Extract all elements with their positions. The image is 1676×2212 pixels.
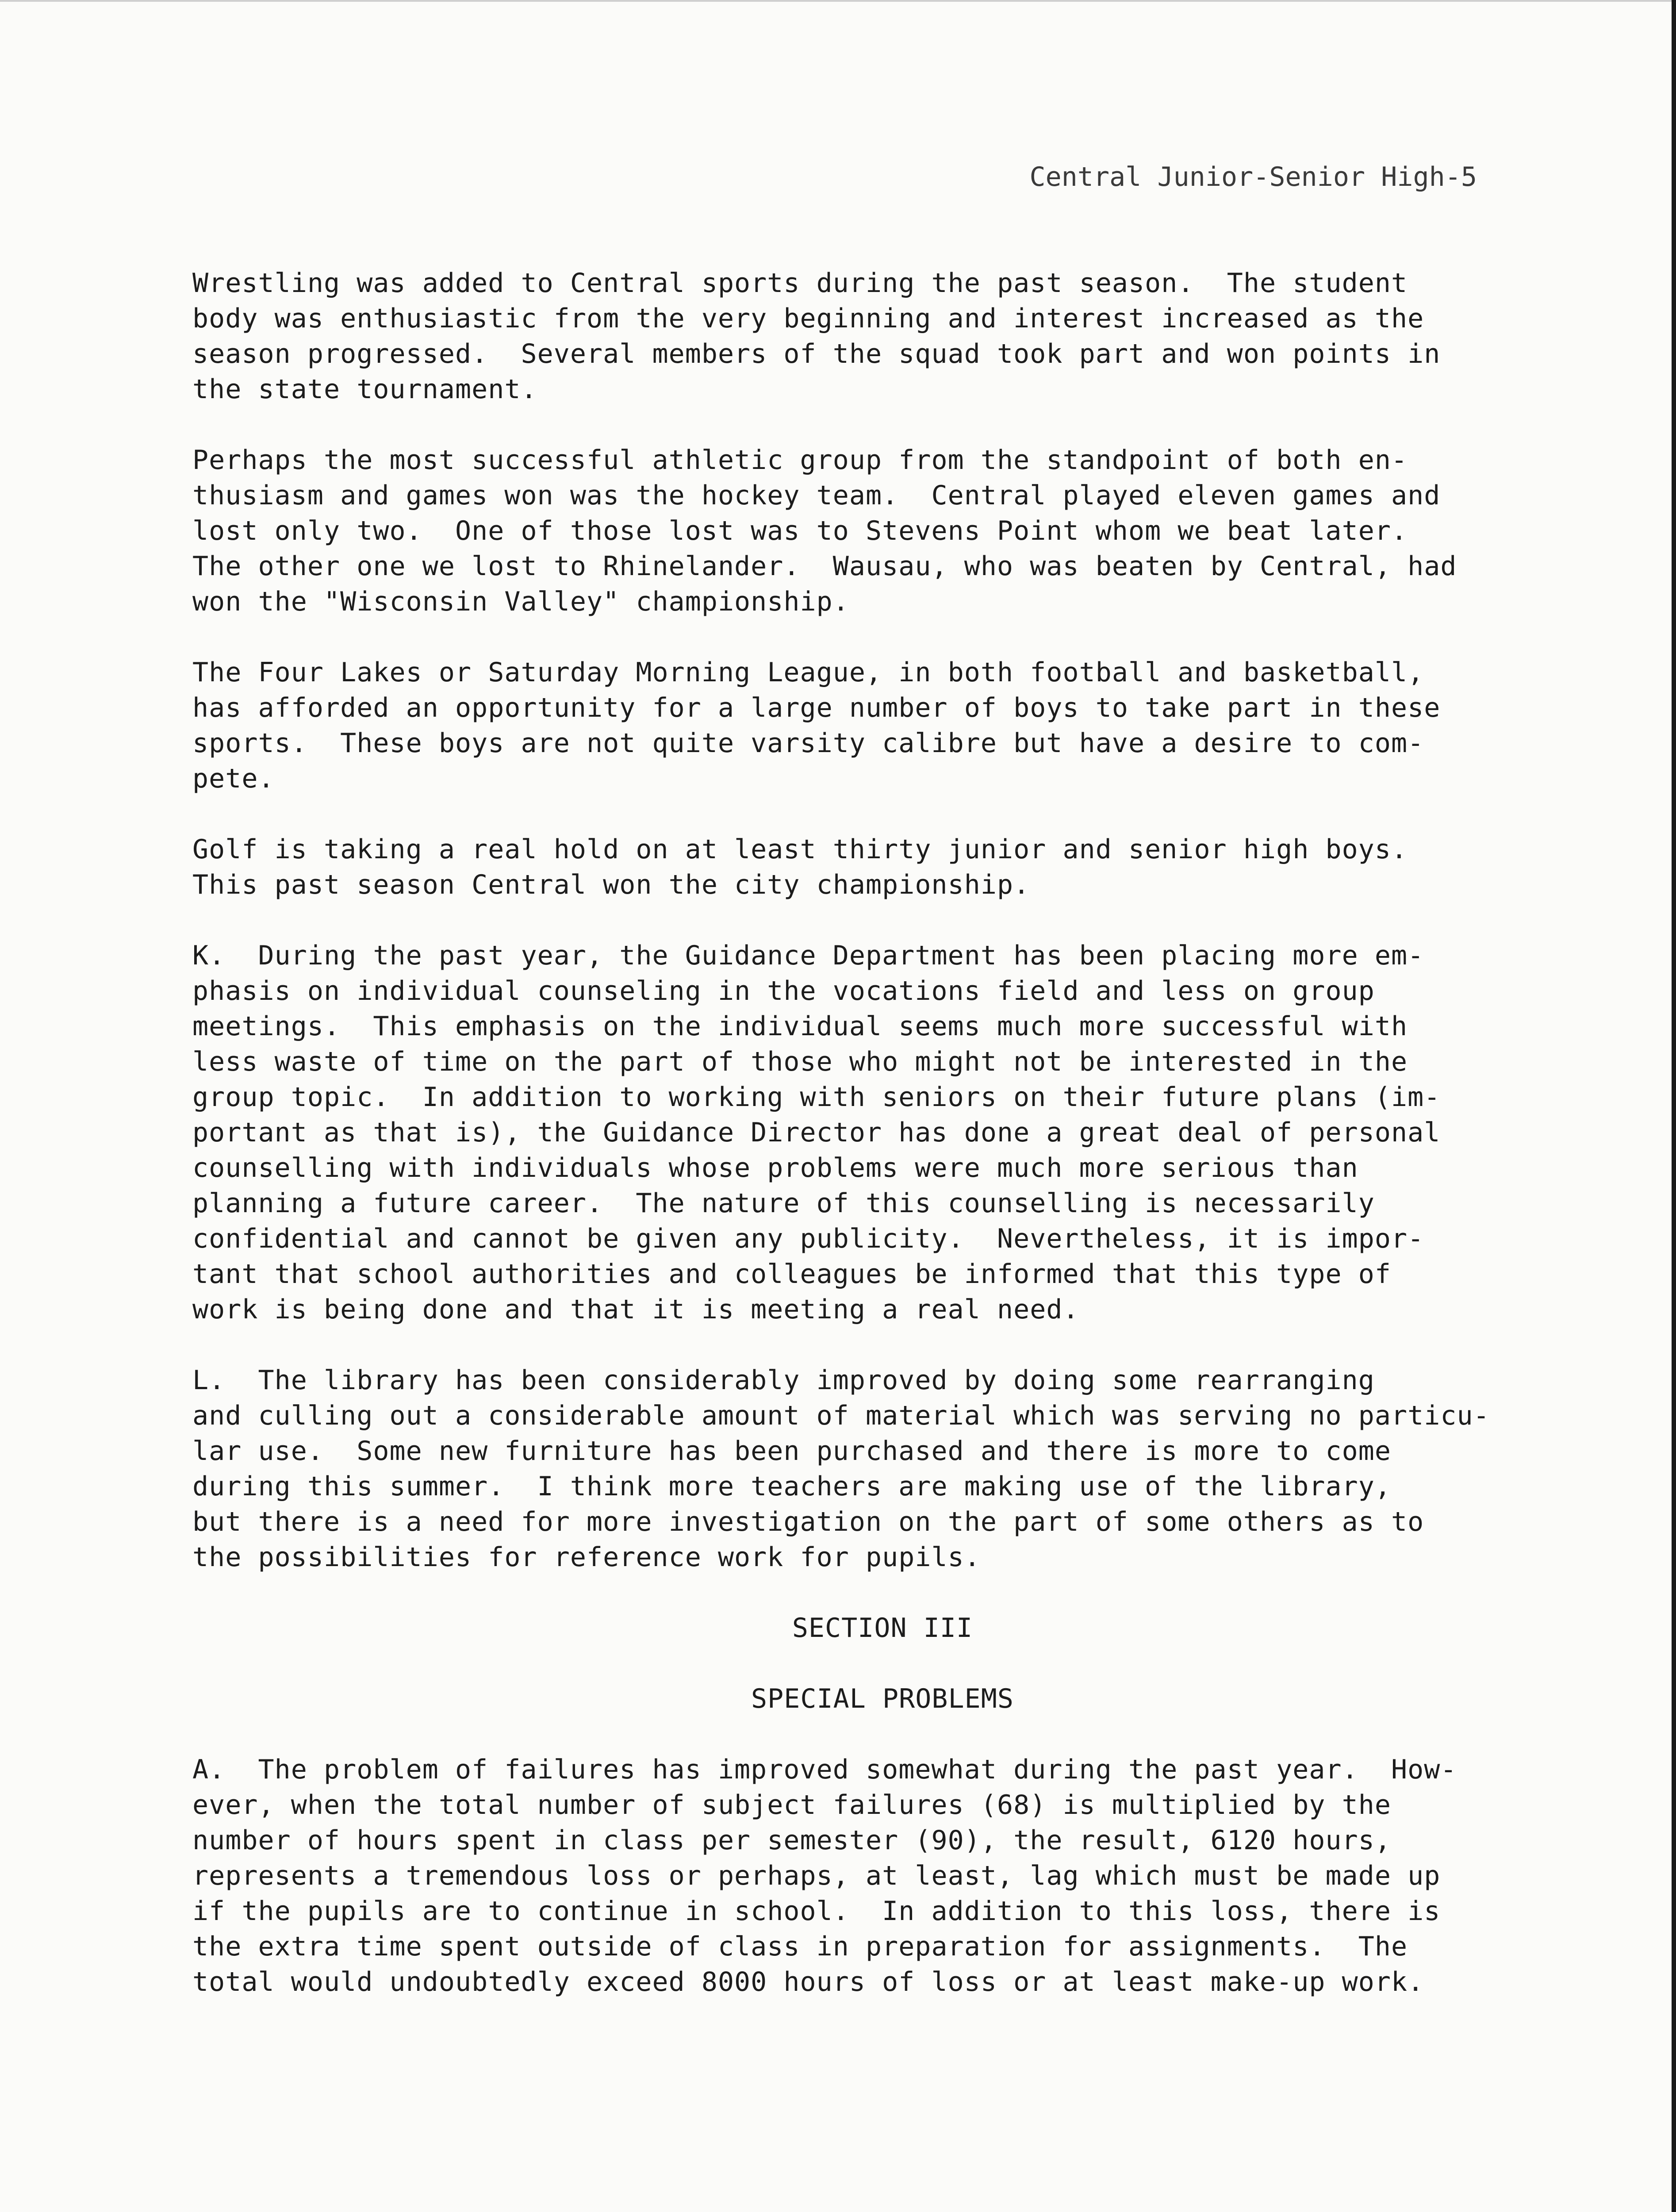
text-line: the state tournament. xyxy=(192,374,537,405)
paragraph-golf xyxy=(192,832,1572,902)
text-line: Golf is taking a real hold on at least thirty junior and senior high boys. xyxy=(192,834,1408,865)
paragraph-a-failures xyxy=(192,1752,1572,2000)
scan-right-border xyxy=(1672,0,1676,2212)
text-line: has afforded an opportunity for a large number of boys to take part in these xyxy=(192,692,1441,723)
text-line: confidential and cannot be given any publicity. Nevertheless, it is impor- xyxy=(192,1223,1424,1254)
text-line: group topic. In addition to working with seniors on their future plans (im- xyxy=(192,1082,1441,1113)
text-line: during this summer. I think more teachers are making use of the library, xyxy=(192,1471,1391,1502)
paragraph-four-lakes-league xyxy=(192,655,1572,796)
text-line: if the pupils are to continue in school. In addition to this loss, there is xyxy=(192,1896,1441,1927)
text-line: less waste of time on the part of those who might not be interested in the xyxy=(192,1046,1408,1077)
text-line: lost only two. One of those lost was to Stevens Point whom we beat later. xyxy=(192,515,1408,546)
scan-top-edge xyxy=(0,0,1676,2)
page-header: Central Junior-Senior High-5 xyxy=(1029,161,1477,192)
text-line: portant as that is), the Guidance Director has done a great deal of personal xyxy=(192,1117,1441,1148)
text-line: K. During the past year, the Guidance Department has been placing more em- xyxy=(192,940,1424,971)
text-line: planning a future career. The nature of this counselling is necessarily xyxy=(192,1188,1375,1219)
text-line: won the "Wisconsin Valley" championship. xyxy=(192,586,849,617)
text-line: Wrestling was added to Central sports during the past season. The student xyxy=(192,268,1408,299)
text-line: meetings. This emphasis on the individual seems much more successful with xyxy=(192,1011,1408,1042)
text-line: pete. xyxy=(192,763,275,794)
text-line: lar use. Some new furniture has been purchased and there is more to come xyxy=(192,1436,1391,1467)
text-line: This past season Central won the city championship. xyxy=(192,869,1030,900)
text-line: thusiasm and games won was the hockey team. Central played eleven games and xyxy=(192,480,1441,511)
paragraph-l-library xyxy=(192,1363,1572,1575)
text-line: L. The library has been considerably improved by doing some rearranging xyxy=(192,1365,1375,1396)
text-line: phasis on individual counseling in the vocations field and less on group xyxy=(192,975,1375,1006)
text-line: The other one we lost to Rhinelander. Wausau, who was beaten by Central, had xyxy=(192,551,1457,582)
paragraph-hockey xyxy=(192,442,1572,619)
text-line: A. The problem of failures has improved somewhat during the past year. How- xyxy=(192,1754,1457,1785)
text-line: body was enthusiastic from the very beginning and interest increased as the xyxy=(192,303,1424,334)
text-line: total would undoubtedly exceed 8000 hours of loss or at least make-up work. xyxy=(192,1966,1424,1997)
text-line: the extra time spent outside of class in preparation for assignments. The xyxy=(192,1931,1408,1962)
text-line: The Four Lakes or Saturday Morning League, in both football and basketball, xyxy=(192,657,1424,688)
text-line: counselling with individuals whose problems were much more serious than xyxy=(192,1152,1358,1183)
text-line: Perhaps the most successful athletic group from the standpoint of both en- xyxy=(192,445,1408,476)
text-line: represents a tremendous loss or perhaps, at least, lag which must be made up xyxy=(192,1860,1441,1891)
section-number: SECTION III xyxy=(792,1613,973,1644)
text-line: the possibilities for reference work for pupils. xyxy=(192,1542,981,1573)
text-line: but there is a need for more investigation on the part of some others as to xyxy=(192,1506,1424,1537)
text-line: number of hours spent in class per semester (90), the result, 6120 hours, xyxy=(192,1825,1391,1856)
text-line: season progressed. Several members of the squad took part and won points in xyxy=(192,338,1441,369)
text-line: and culling out a considerable amount of material which was serving no particu- xyxy=(192,1400,1490,1431)
text-line: tant that school authorities and colleagues be informed that this type of xyxy=(192,1259,1391,1290)
text-line: sports. These boys are not quite varsity calibre but have a desire to com- xyxy=(192,728,1424,759)
document-body xyxy=(192,265,1572,2035)
paragraph-wrestling xyxy=(192,265,1572,407)
section-title: SPECIAL PROBLEMS xyxy=(751,1683,1014,1714)
text-line: ever, when the total number of subject failures (68) is multiplied by the xyxy=(192,1790,1391,1820)
paragraph-k-guidance xyxy=(192,938,1572,1327)
text-line: work is being done and that it is meeting a real need. xyxy=(192,1294,1079,1325)
